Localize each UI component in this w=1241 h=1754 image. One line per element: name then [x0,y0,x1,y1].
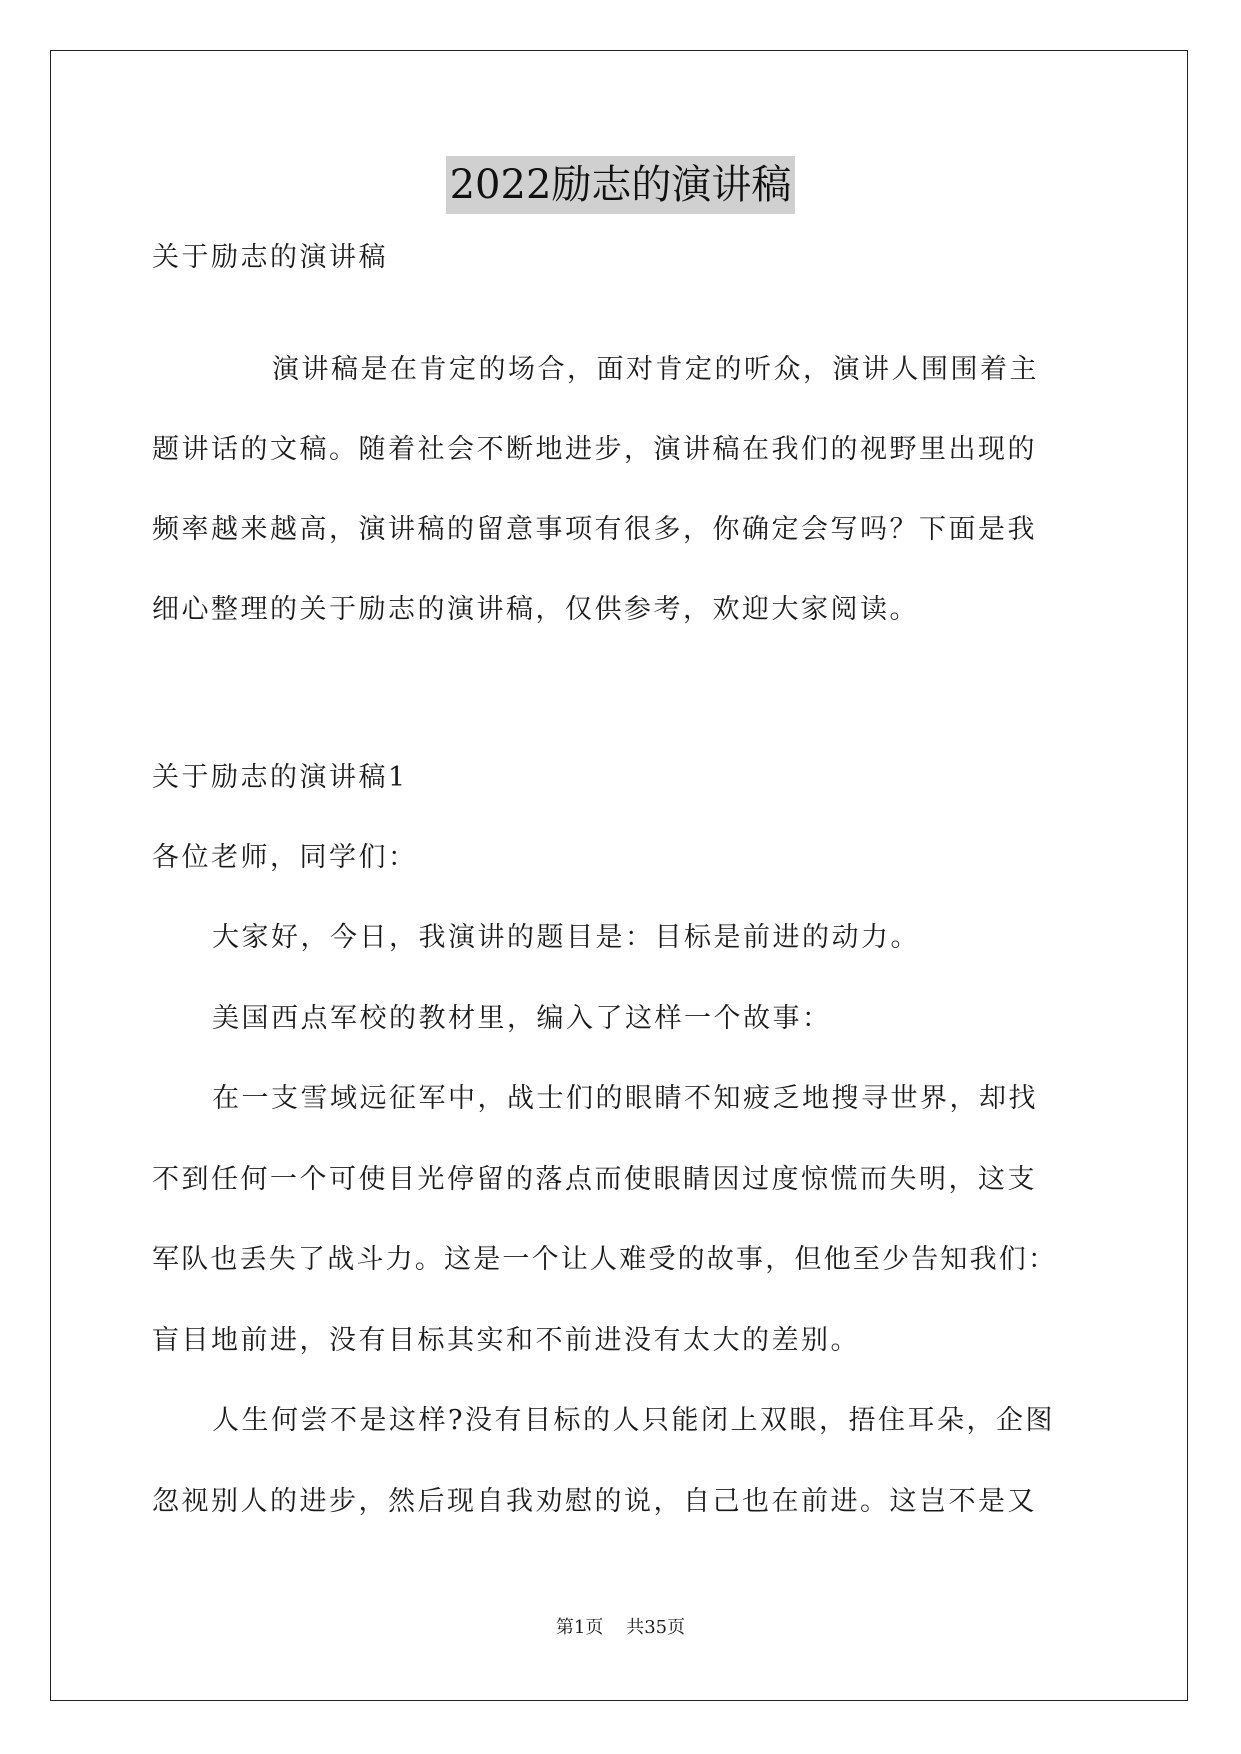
paragraph-line: 军队也丢失了战斗力。这是一个让人难受的故事，但他至少告知我们： [152,1244,1058,1275]
paragraph-line: 大家好，今日，我演讲的题目是：目标是前进的动力。 [212,922,920,953]
paragraph-line: 演讲稿是在肯定的场合，面对肯定的听众，演讲人围围着主 [272,354,1039,385]
paragraph-line: 频率越来越高，演讲稿的留意事项有很多，你确定会写吗？下面是我 [152,514,1037,545]
paragraph-line: 美国西点军校的教材里，编入了这样一个故事： [212,1003,832,1034]
paragraph-line: 盲目地前进，没有目标其实和不前进没有太大的差别。 [152,1325,860,1356]
paragraph-line: 忽视别人的进步，然后现自我劝慰的说，自己也在前进。这岂不是又 [152,1486,1037,1517]
title-container [0,156,1241,214]
section-heading: 关于励志的演讲稿1 [152,762,408,793]
subtitle-line: 关于励志的演讲稿 [152,242,388,273]
paragraph-line: 在一支雪域远征军中，战士们的眼睛不知疲乏地搜寻世界，却找 [212,1083,1038,1114]
paragraph-line: 细心整理的关于励志的演讲稿，仅供参考，欢迎大家阅读。 [152,594,919,625]
paragraph-line: 不到任何一个可使目光停留的落点而使眼睛因过度惊慌而失明，这支 [152,1164,1037,1195]
document-title: 2022励志的演讲稿 [446,156,796,214]
paragraph-line: 人生何尝不是这样?没有目标的人只能闭上双眼，捂住耳朵，企图 [212,1405,1055,1436]
paragraph-line: 题讲话的文稿。随着社会不断地进步，演讲稿在我们的视野里出现的 [152,434,1037,465]
salutation-line: 各位老师，同学们： [152,842,418,873]
page-number-footer: 第1页 共35页 [555,1617,686,1638]
